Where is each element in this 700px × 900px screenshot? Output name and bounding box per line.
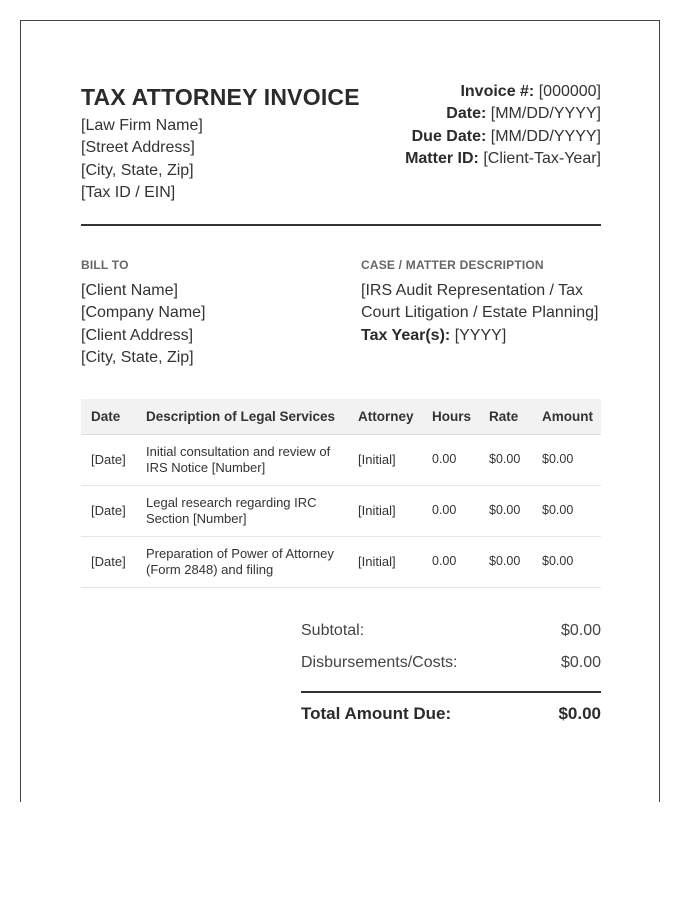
invoice-number: [341, 81, 601, 103]
firm-street-address: [Street Address]: [81, 139, 195, 157]
column-header-amount: Amount: [532, 399, 601, 434]
row-amount: $0.00: [532, 434, 601, 485]
column-header-hours: Hours: [422, 399, 479, 434]
total-due-value: $0.00: [558, 704, 601, 723]
column-header-attorney: Attorney: [348, 399, 422, 434]
header-divider: [81, 224, 601, 226]
invoice-number-label: Invoice #:: [460, 83, 535, 100]
matter-id-label: Matter ID:: [405, 149, 479, 167]
invoice-title: TAX ATTORNEY INVOICE: [81, 84, 360, 110]
row-amount: $0.00: [532, 536, 601, 587]
tax-year-value: [YYYY]: [454, 326, 507, 344]
subtotal-value: $0.00: [560, 622, 601, 639]
row-attorney: [Initial]: [348, 536, 422, 587]
invoice-date-value: [MM/DD/YYYY]: [490, 105, 601, 123]
row-attorney: [Initial]: [348, 434, 422, 485]
bill-to-block: [81, 258, 341, 369]
matter-id-value: [Client-Tax-Year]: [483, 149, 601, 167]
due-date-label: Due Date:: [411, 127, 487, 145]
row-hours: 0.00: [422, 434, 479, 485]
services-table: [81, 399, 601, 588]
column-header-date: Date: [81, 399, 136, 434]
row-date: [Date]: [81, 485, 136, 536]
firm-tax-id: [Tax ID / EIN]: [81, 183, 176, 201]
column-header-rate: Rate: [479, 399, 532, 434]
client-city-state-zip: [City, State, Zip]: [81, 348, 194, 366]
row-rate: $0.00: [479, 485, 532, 536]
table-row: [81, 434, 601, 485]
table-row: [81, 485, 601, 536]
invoice-meta: [341, 81, 601, 170]
company-name: [Company Name]: [81, 304, 206, 322]
row-description: Legal research regarding IRC Section [Number]: [136, 485, 348, 536]
row-date: [Date]: [81, 434, 136, 485]
row-description: Preparation of Power of Attorney (Form 2848) and filing: [136, 536, 348, 587]
tax-year-label: Tax Year(s):: [361, 326, 451, 344]
total-due-row: [301, 704, 601, 724]
row-amount: $0.00: [532, 485, 601, 536]
table-header-row: [81, 399, 601, 434]
table-row: [81, 536, 601, 587]
totals-divider: [301, 691, 601, 693]
firm-name: [Law Firm Name]: [81, 117, 203, 134]
bill-to-label: BILL TO: [81, 258, 129, 272]
row-rate: $0.00: [479, 536, 532, 587]
row-hours: 0.00: [422, 485, 479, 536]
costs-row: [301, 653, 601, 685]
matter-description-line-2: Court Litigation / Estate Planning]: [361, 304, 599, 322]
tax-year: [361, 325, 601, 347]
costs-label: Disbursements/Costs:: [301, 654, 458, 671]
subtotal-label: Subtotal:: [301, 622, 365, 639]
invoice-number-value: [000000]: [538, 83, 601, 100]
totals-block: [301, 621, 601, 724]
invoice-header: [81, 83, 601, 209]
row-attorney: [Initial]: [348, 485, 422, 536]
row-description: Initial consultation and review of IRS Notice [Number]: [136, 434, 348, 485]
matter-description-label: CASE / MATTER DESCRIPTION: [361, 258, 544, 272]
client-name: [Client Name]: [81, 282, 178, 299]
due-date: [341, 126, 601, 148]
costs-value: $0.00: [560, 654, 601, 671]
matter-id: [341, 148, 601, 170]
due-date-value: [MM/DD/YYYY]: [490, 127, 601, 145]
total-due-label: Total Amount Due:: [301, 704, 452, 723]
invoice-date: [341, 103, 601, 125]
firm-city-state-zip: [City, State, Zip]: [81, 161, 194, 179]
matter-description-line-1: [IRS Audit Representation / Tax: [361, 282, 584, 299]
invoice-date-label: Date:: [446, 105, 487, 123]
column-header-description: Description of Legal Services: [136, 399, 348, 434]
row-hours: 0.00: [422, 536, 479, 587]
invoice-sheet: [20, 20, 660, 802]
client-address: [Client Address]: [81, 326, 194, 344]
row-date: [Date]: [81, 536, 136, 587]
matter-description-block: [361, 258, 601, 347]
subtotal-row: [301, 621, 601, 653]
row-rate: $0.00: [479, 434, 532, 485]
firm-block: [81, 83, 381, 204]
